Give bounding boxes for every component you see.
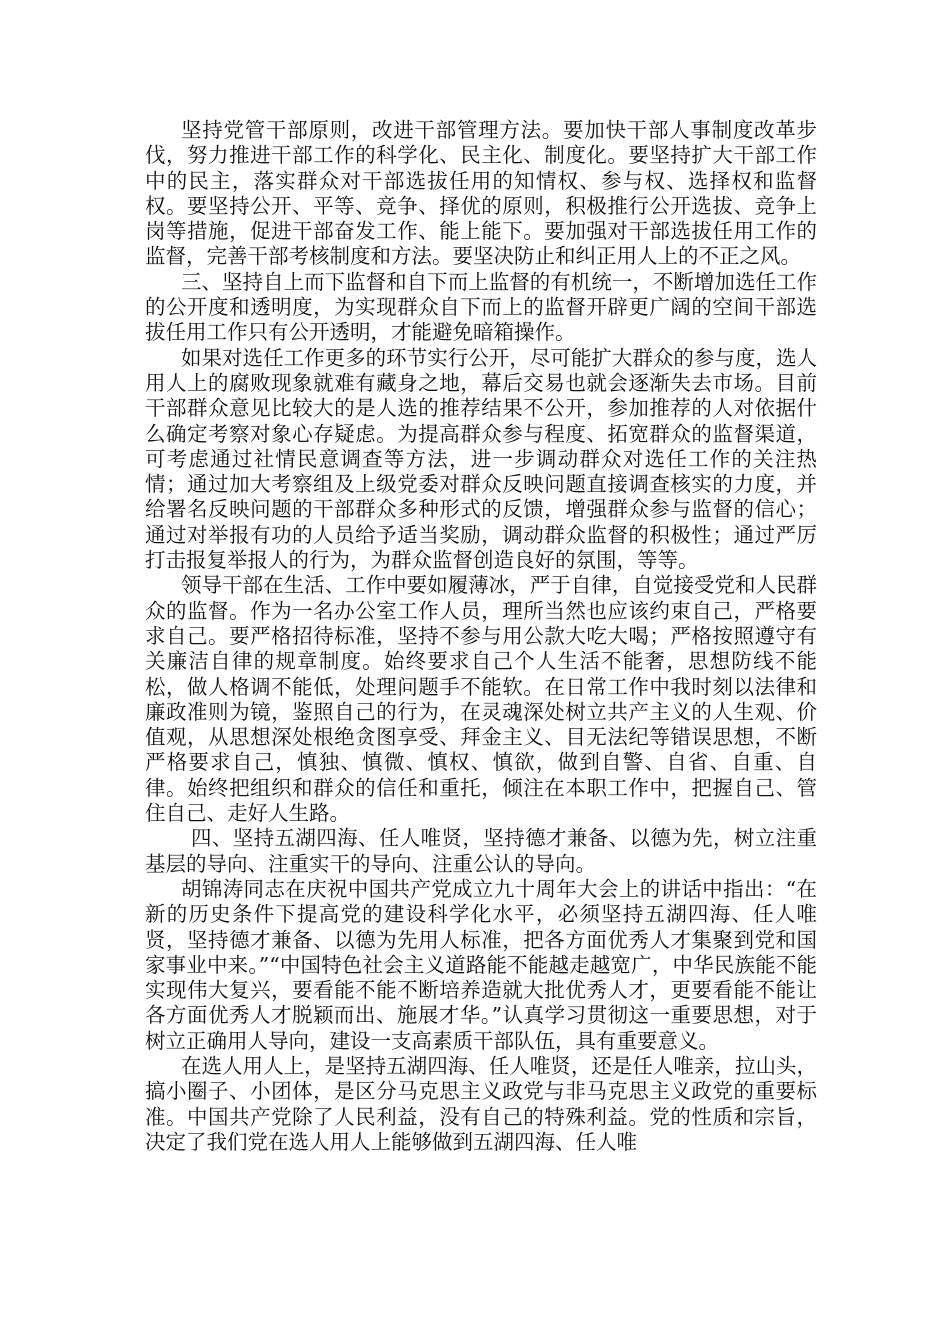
- paragraph-selection-standard: 在选人用人上，是坚持五湖四海、任人唯贤，还是任人唯亲，拉山头，搞小圈子、小团体，是区分马克思主义政党与非马克思主义政党的重要标准。中国共产党除了人民利益，没有自己的特殊利益。党的性质和宗旨，决定了我们党在选人用人上能够做到五湖四海、任人唯: [145, 1053, 817, 1154]
- document-page: [145, 118, 817, 1155]
- paragraph-section-three-heading: 三、坚持自上而下监督和自下而上监督的有机统一，不断增加选任工作的公开度和透明度，为实现群众自下而上的监督开辟更广阔的空间干部选拔任用工作只有公开透明，才能避免暗箱操作。: [145, 269, 817, 345]
- paragraph-cadre-management: 坚持党管干部原则，改进干部管理方法。要加快干部人事制度改革步伐，努力推进干部工作的科学化、民主化、制度化。要坚持扩大干部工作中的民主，落实群众对干部选拔任用的知情权、参与权、选择权和监督权。要坚持公开、平等、竞争、择优的原则，积极推行公开选拔、竞争上岗等措施，促进干部奋发工作、能上能下。要加强对干部选拔任用工作的监督，完善干部考核制度和方法。要坚决防止和纠正用人上的不正之风。: [145, 118, 817, 269]
- paragraph-hu-jintao-quote: 胡锦涛同志在庆祝中国共产党成立九十周年大会上的讲话中指出：“在新的历史条件下提高党的建设科学化水平，必须坚持五湖四海、任人唯贤，坚持德才兼备、以德为先用人标准，把各方面优秀人才集聚到党和国家事业中来。”“中国特色社会主义道路能不能越走越宽广，中华民族能不能实现伟大复兴，要看能不能不断培养造就大批优秀人才，更要看能不能让各方面优秀人才脱颖而出、施展才华。”认真学习贯彻这一重要思想，对于树立正确用人导向，建设一支高素质干部队伍，具有重要意义。: [145, 876, 817, 1053]
- paragraph-openness: 如果对选任工作更多的环节实行公开，尽可能扩大群众的参与度，选人用人上的腐败现象就难有藏身之地，幕后交易也就会逐渐失去市场。目前干部群众意见比较大的是人选的推荐结果不公开，参加推荐的人对依据什么确定考察对象心存疑虑。为提高群众参与程度、拓宽群众的监督渠道，可考虑通过社情民意调查等方法，进一步调动群众对选任工作的关注热情；通过加大考察组及上级党委对群众反映问题直接调查核实的力度，并给署名反映问题的干部群众多种形式的反馈，增强群众参与监督的信心；通过对举报有功的人员给予适当奖励，调动群众监督的积极性；通过严厉打击报复举报人的行为，为群众监督创造良好的氛围，等等。: [145, 345, 817, 573]
- paragraph-self-discipline: 领导干部在生活、工作中要如履薄冰，严于自律，自觉接受党和人民群众的监督。作为一名办公室工作人员，理所当然也应该约束自己，严格要求自己。要严格招待标准，坚持不参与用公款大吃大喝；严格按照遵守有关廉洁自律的规章制度。始终要求自己个人生活不能奢，思想防线不能松，做人格调不能低，处理问题手不能软。在日常工作中我时刻以法律和廉政准则为镜，鉴照自己的行为，在灵魂深处树立共产主义的人生观、价值观，从思想深处根绝贪图享受、拜金主义、目无法纪等错误思想，不断严格要求自己，慎独、慎微、慎权、慎欲，做到自警、自省、自重、自律。始终把组织和群众的信任和重托，倾注在本职工作中，把握自己、管住自己、走好人生路。: [145, 573, 817, 826]
- paragraph-section-four-heading: 四、坚持五湖四海、任人唯贤，坚持德才兼备、以德为先，树立注重基层的导向、注重实干的导向、注重公认的导向。: [145, 826, 817, 876]
